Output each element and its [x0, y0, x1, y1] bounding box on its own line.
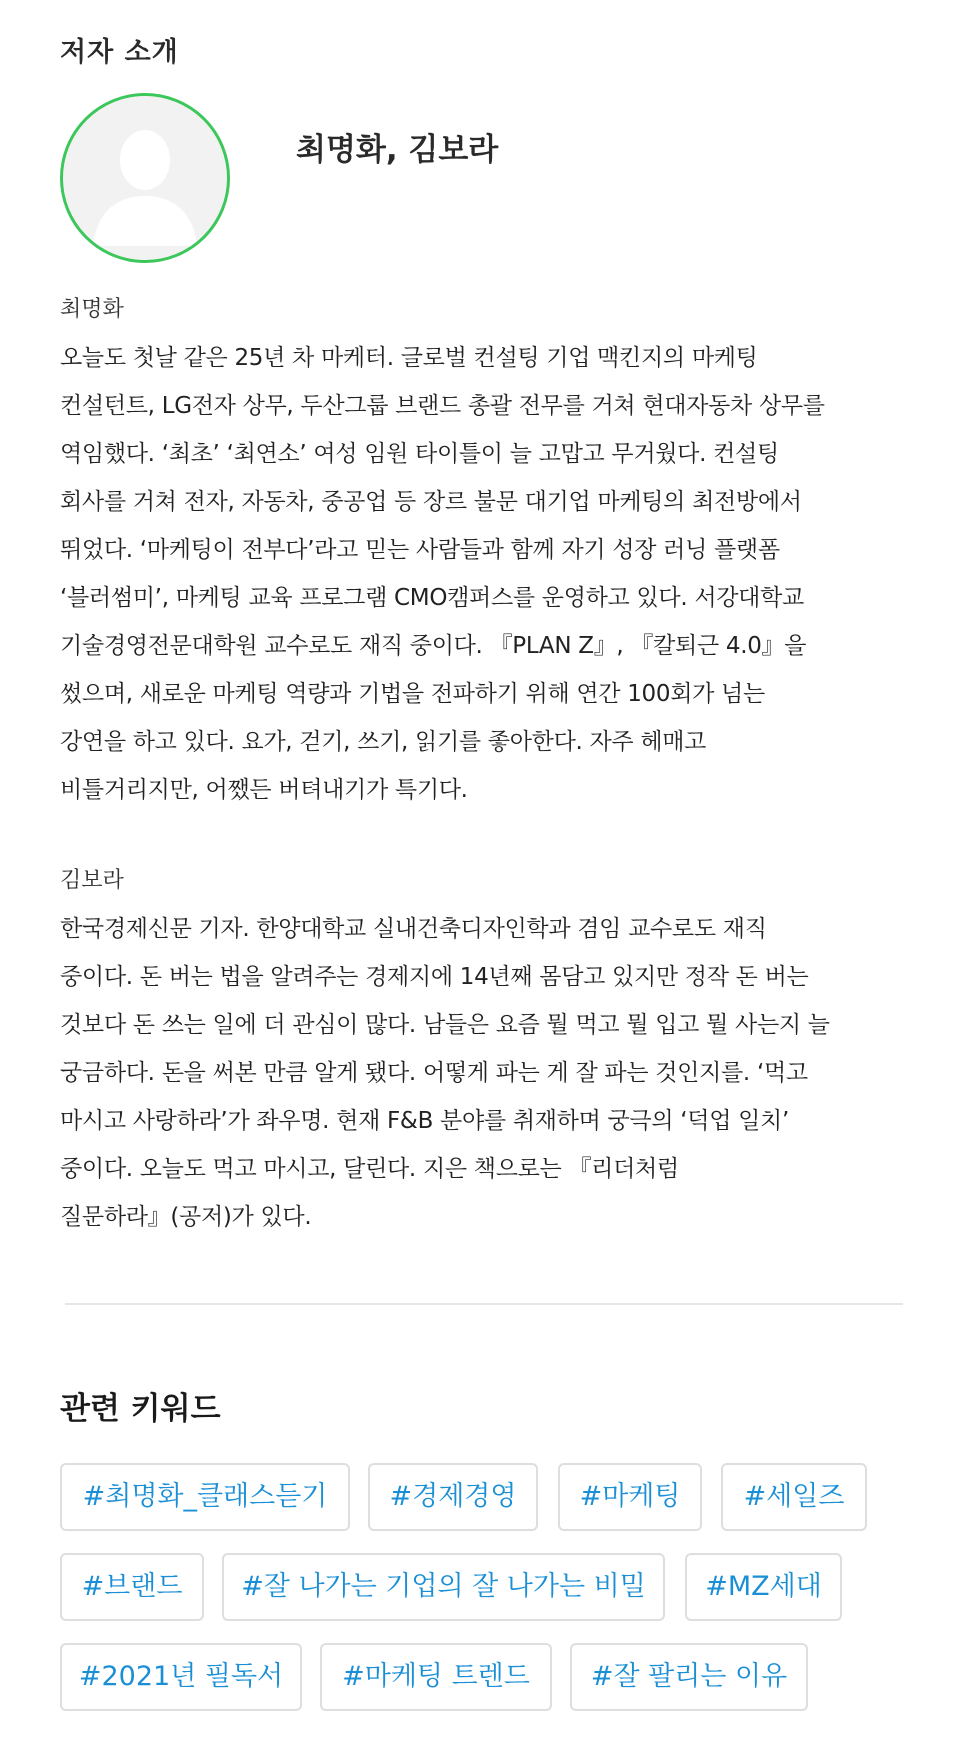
- keyword-tag[interactable]: #마케팅 트렌드: [320, 1643, 552, 1711]
- bio-text: 오늘도 첫날 같은 25년 차 마케터. 글로벌 컨설팅 기업 맥킨지의 마케팅 컨설턴트, LG전자 상무, 두산그룹 브랜드 총괄 전무를 거쳐 현대자동차 상무를 역임했다. ‘최초’ ‘최연소’ 여성 임원 타이틀이 늘 고맙고 무거웠다. 컨설팅 회사를 거쳐 전자, 자동차, 중공업 등 장르 불문 대기업 마케팅의 최전방에서 뛰었다. ‘마케팅이 전부다’라고 믿는 사람들과 함께 자기 성장 러닝 플랫폼 ‘블러썸미’, 마케팅 교육 프로그램 CMO캠퍼스를 운영하고 있다. 서강대학교 기술경영전문대학원 교수로도 재직 중이다. 『PLAN Z』, 『칼퇴근 4.0』을 썼으며, 새로운 마케팅 역량과 기법을 전파하기 위해 연간 100회가 넘는 강연을 하고 있다. 요가, 걷기, 쓰기, 읽기를 좋아한다. 자주 헤매고 비틀거리지만, 어쨌든 버텨내기가 특기다.: [60, 345, 825, 803]
- bio-author-name: 최명화: [60, 297, 124, 322]
- section-divider: [65, 1303, 903, 1305]
- author-bio: [60, 286, 910, 814]
- keyword-tag[interactable]: #잘 나가는 기업의 잘 나가는 비밀: [222, 1553, 665, 1621]
- keyword-tag[interactable]: #경제경영: [368, 1463, 538, 1531]
- keyword-tag[interactable]: #최명화_클래스듣기: [60, 1463, 350, 1531]
- keyword-tag[interactable]: #잘 팔리는 이유: [570, 1643, 808, 1711]
- keyword-tag[interactable]: #세일즈: [721, 1463, 867, 1531]
- author-name: 최명화, 김보라: [296, 132, 499, 168]
- author-bio: [60, 857, 910, 1241]
- author-avatar: [60, 93, 230, 263]
- keyword-tag[interactable]: #MZ세대: [685, 1553, 842, 1621]
- keyword-tag[interactable]: #브랜드: [60, 1553, 204, 1621]
- bio-author-name: 김보라: [60, 868, 124, 893]
- keyword-tag[interactable]: #마케팅: [558, 1463, 702, 1531]
- keywords-title: 관련 키워드: [60, 1391, 221, 1427]
- section-title: 저자 소개: [60, 37, 179, 68]
- bio-text: 한국경제신문 기자. 한양대학교 실내건축디자인학과 겸임 교수로도 재직 중이다. 돈 버는 법을 알려주는 경제지에 14년째 몸담고 있지만 정작 돈 버는 것보다 돈 쓰는 일에 더 관심이 많다. 남들은 요즘 뭘 먹고 뭘 입고 뭘 사는지 늘 궁금하다. 돈을 써본 만큼 알게 됐다. 어떻게 파는 게 잘 파는 것인지를. ‘먹고 마시고 사랑하라’가 좌우명. 현재 F&B 분야를 취재하며 궁극의 ‘덕업 일치’ 중이다. 오늘도 먹고 마시고, 달린다. 지은 책으로는 『리더처럼 질문하라』(공저)가 있다.: [60, 916, 830, 1230]
- keyword-tag[interactable]: #2021년 필독서: [60, 1643, 302, 1711]
- person-placeholder-icon: [63, 96, 227, 260]
